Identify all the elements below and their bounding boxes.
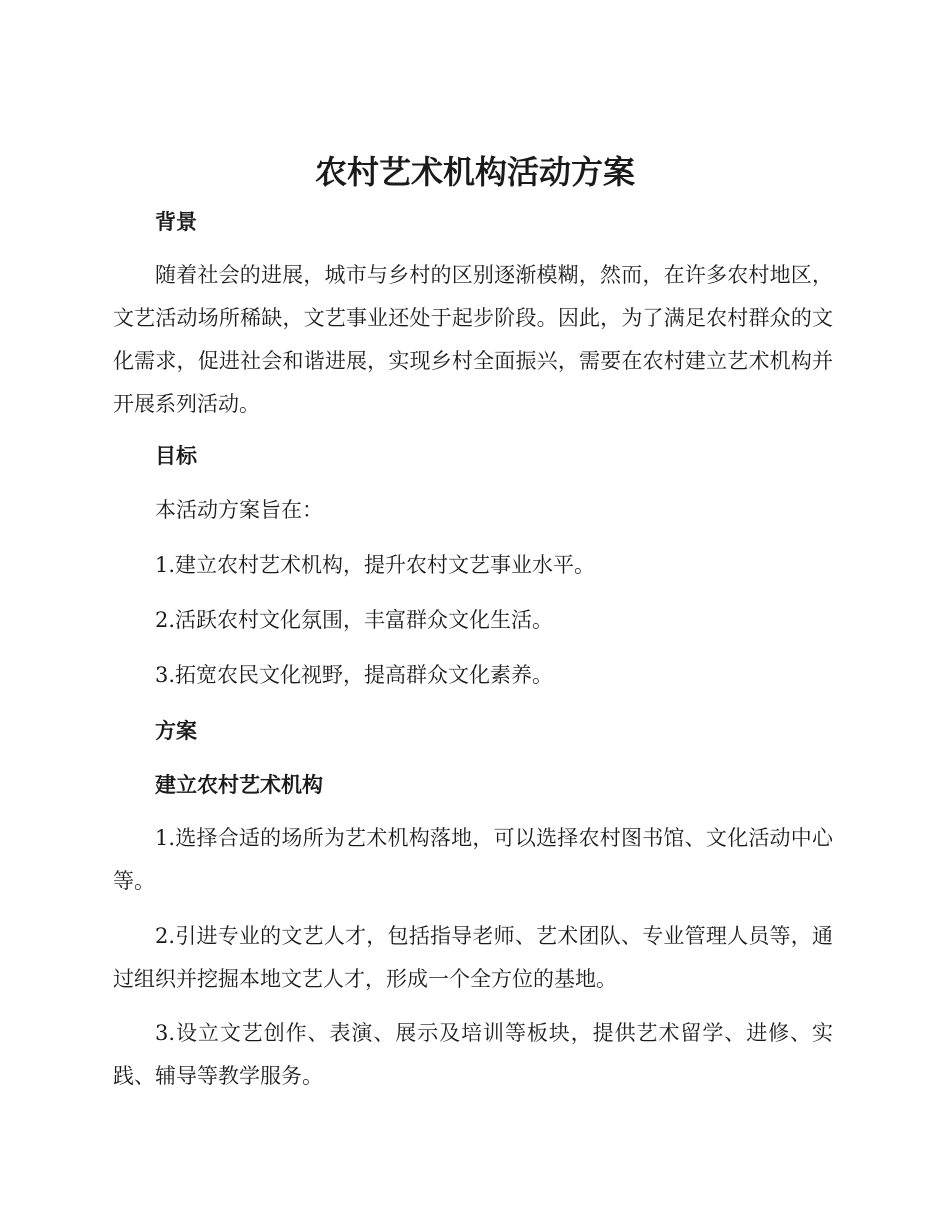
- plan-heading: 方案: [155, 719, 197, 743]
- goal-item: 1.建立农村艺术机构，提升农村文艺事业水平。: [155, 553, 596, 577]
- background-heading-block: [113, 207, 833, 237]
- plan-heading-block: [113, 716, 833, 746]
- plan-subheading: 建立农村艺术机构: [155, 773, 323, 797]
- goals-intro: 本活动方案旨在：: [155, 498, 323, 522]
- plan-item-1-block: [113, 817, 833, 903]
- background-heading: 背景: [155, 210, 197, 234]
- goal-item-1-block: [113, 550, 833, 580]
- plan-item: 2.引进专业的文艺人才，包括指导老师、艺术团队、专业管理人员等，通过组织并挖掘本地文艺人才，形成一个全方位的基地。: [113, 924, 833, 991]
- document-title: 农村艺术机构活动方案: [314, 153, 635, 191]
- plan-item: 1.选择合适的场所为艺术机构落地，可以选择农村图书馆、文化活动中心等。: [113, 826, 833, 893]
- plan-item: 3.设立文艺创作、表演、展示及培训等板块，提供艺术留学、进修、实践、辅导等教学服务。: [113, 1021, 833, 1088]
- plan-subheading-block: [113, 770, 833, 800]
- goal-item: 3.拓宽农民文化视野，提高群众文化素养。: [155, 663, 554, 687]
- background-paragraph-block: [113, 254, 833, 426]
- goals-heading-block: [113, 441, 833, 471]
- plan-item-3-block: [113, 1012, 833, 1098]
- goal-item-2-block: [113, 605, 833, 635]
- background-paragraph: 随着社会的进展，城市与乡村的区别逐渐模糊，然而，在许多农村地区，文艺活动场所稀缺，文艺事业还处于起步阶段。因此，为了满足农村群众的文化需求，促进社会和谐进展，实现乡村全面振兴，需要在农村建立艺术机构并开展系列活动。: [113, 263, 833, 416]
- goal-item: 2.活跃农村文化氛围，丰富群众文化生活。: [155, 608, 554, 632]
- goals-intro-block: [113, 495, 833, 525]
- plan-item-2-block: [113, 915, 833, 1001]
- goals-heading: 目标: [155, 444, 197, 468]
- goal-item-3-block: [113, 660, 833, 690]
